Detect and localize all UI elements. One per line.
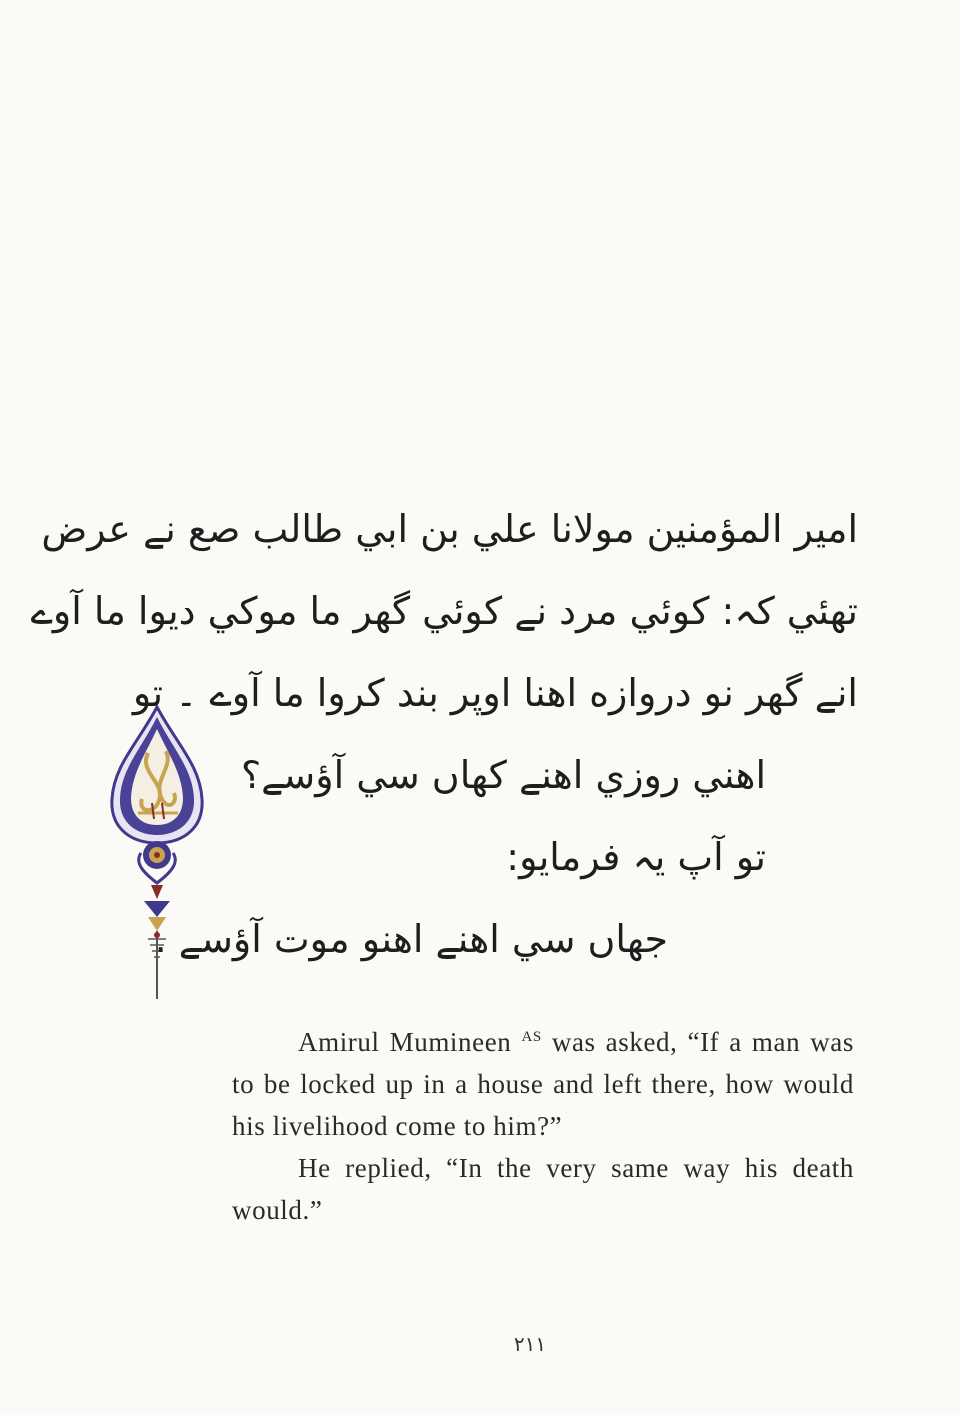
arabic-line-1: امير المؤمنين مولانا علي بن ابي طالب صع نے عرض: [41, 507, 858, 551]
arabic-line-3: انے گھر نو دروازه اهنا اوپر بند کروا ما آوے ۔ تو: [132, 671, 858, 715]
page-number: ٢١١: [513, 1332, 547, 1356]
sindhi-text-block: [30, 488, 858, 980]
arabic-reply: جهاں سي اهنے اهنو موت آؤسے .: [154, 917, 668, 961]
arabic-line-4: اهني روزي اهنے کهاں سي آؤسے؟: [240, 753, 766, 797]
arabic-line-2: تھئي کہ: کوئي مرد نے کوئي گھر ما موکي ديوا ما آوے: [30, 589, 858, 633]
english-p1-after: was asked, “If a man was to be locked up in a house and left there, how would his livelihood come to him?”: [232, 1027, 854, 1141]
english-paragraph-2: He replied, “In the very same way his death would.”: [232, 1153, 854, 1225]
arabic-reply-intro: تو آپ يہ فرمايو:: [506, 835, 766, 879]
english-p1-before: Amirul Mumineen: [298, 1027, 512, 1057]
english-paragraph-1: [232, 1016, 854, 1147]
honorific-superscript: AS: [521, 1029, 542, 1045]
english-translation: [232, 1016, 854, 1231]
